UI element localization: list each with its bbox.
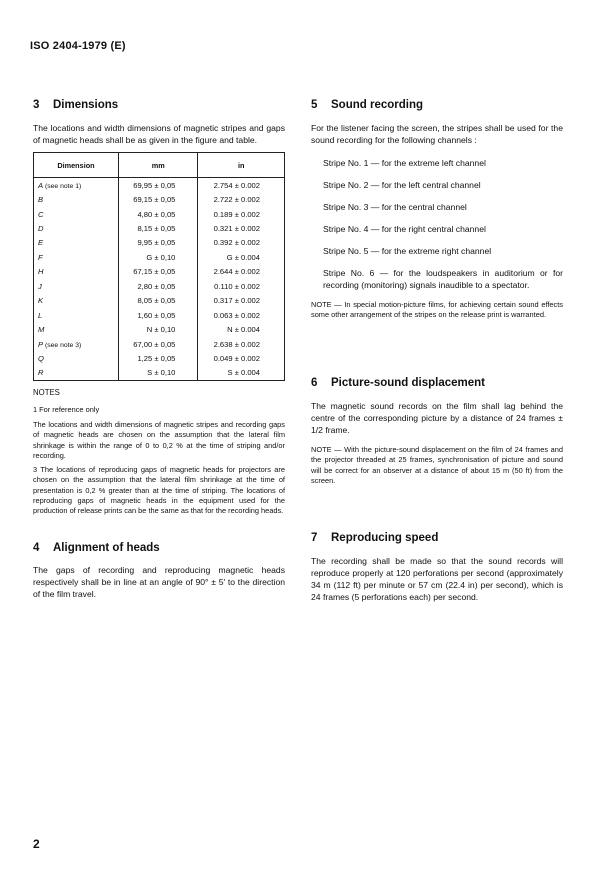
dimension-letter: R: [38, 368, 44, 378]
dimension-cell: [34, 308, 119, 322]
mm-cell: 1,25 ± 0,05: [119, 351, 198, 365]
table-row: [34, 178, 285, 193]
dimension-cell: [34, 265, 119, 279]
dimension-cell: [34, 366, 119, 381]
in-cell: S ± 0.004: [198, 366, 285, 381]
section-7-heading: 7 Reproducing speed: [311, 532, 439, 544]
dimension-letter: F: [38, 252, 43, 262]
section-6-note: NOTE — With the picture-sound displacement on the film of 24 frames and the projector threaded at 25 frames, synchronisation of picture and sound will be correct for an observer at a distance of about 15 m (50 ft) from the screen.: [311, 445, 563, 485]
section-7-text: The recording shall be made so that the sound records will reproduce properly at 120 perforations per second (approximately 34 m (112 ft) per minute or 57 cm (22.4 in) per second), which is 24 frames (5 perforations each) per second.: [311, 556, 563, 602]
table-row: [34, 366, 285, 381]
mm-cell: 1,60 ± 0,05: [119, 308, 198, 322]
mm-cell: 9,95 ± 0,05: [119, 236, 198, 250]
table-row: [34, 294, 285, 308]
table-row: [34, 192, 285, 206]
dimension-letter: C: [38, 209, 44, 219]
dimension-cell: [34, 337, 119, 351]
table-row: [34, 221, 285, 235]
in-cell: N ± 0.004: [198, 322, 285, 336]
table-header-dimension: Dimension: [34, 153, 119, 178]
in-cell: 0.063 ± 0.002: [198, 308, 285, 322]
mm-cell: N ± 0,10: [119, 322, 198, 336]
in-cell: 0.321 ± 0.002: [198, 221, 285, 235]
dimension-cell: [34, 322, 119, 336]
table-header-in: in: [198, 153, 285, 178]
table-row: [34, 351, 285, 365]
table-row: [34, 279, 285, 293]
table-row: [34, 308, 285, 322]
stripe-1: Stripe No. 1 — for the extreme left channel: [323, 158, 486, 168]
note-3: 3 The locations of reproducing gaps of magnetic heads for projectors are chosen on the assumption that the lateral film shrinkage at the time of presentation is 0,2 % greater than at the time of striping. The locations of reproducing gaps of magnetic heads in the equipment used for the production of release prints can be the same as that for the recording heads.: [33, 465, 285, 516]
in-cell: G ± 0.004: [198, 250, 285, 264]
dimension-cell: [34, 250, 119, 264]
in-cell: 0.049 ± 0.002: [198, 351, 285, 365]
in-cell: 2.644 ± 0.002: [198, 265, 285, 279]
dimension-note: (see note 1): [43, 182, 82, 190]
section-3-heading: 3 Dimensions: [33, 99, 119, 111]
dimension-letter: M: [38, 325, 45, 335]
stripe-6: Stripe No. 6 — for the loudspeakers in auditorium or for recording (monitoring) signals inaudible to a spectator.: [323, 268, 563, 290]
in-cell: 0.189 ± 0.002: [198, 207, 285, 221]
document-header: ISO 2404-1979 (E): [30, 40, 126, 52]
dimension-cell: [34, 351, 119, 365]
mm-cell: 4,80 ± 0,05: [119, 207, 198, 221]
dimensions-table: [33, 152, 285, 381]
dimension-letter: K: [38, 296, 44, 306]
dimension-cell: [34, 294, 119, 308]
in-cell: 0.110 ± 0.002: [198, 279, 285, 293]
table-row: [34, 337, 285, 351]
dimension-cell: [34, 221, 119, 235]
stripe-4: Stripe No. 4 — for the right central channel: [323, 224, 486, 234]
section-4-heading: 4 Alignment of heads: [33, 542, 160, 554]
dimension-cell: [34, 236, 119, 250]
dimension-cell: [34, 207, 119, 221]
mm-cell: G ± 0,10: [119, 250, 198, 264]
dimension-cell: [34, 192, 119, 206]
dimension-letter: B: [38, 195, 44, 205]
section-6-heading: 6 Picture-sound displacement: [311, 377, 486, 389]
table-header-mm: mm: [119, 153, 198, 178]
table-row: [34, 236, 285, 250]
stripe-2: Stripe No. 2 — for the left central channel: [323, 180, 481, 190]
section-6-text: The magnetic sound records on the film shall lag behind the centre of the corresponding picture by a distance of 24 frames ± 1/2 frame.: [311, 401, 563, 435]
table-row: [34, 250, 285, 264]
mm-cell: 67,15 ± 0,05: [119, 265, 198, 279]
section-5-intro: For the listener facing the screen, the stripes shall be used for the sound recording for the following channels :: [311, 123, 563, 145]
table-row: [34, 322, 285, 336]
mm-cell: 8,15 ± 0,05: [119, 221, 198, 235]
dimension-letter: E: [38, 238, 44, 248]
page-number: 2: [33, 837, 40, 851]
section-3-intro: The locations and width dimensions of magnetic stripes and gaps of magnetic heads shall be as given in the figure and table.: [33, 123, 285, 145]
dimension-letter: P: [38, 339, 44, 349]
dimension-letter: D: [38, 224, 44, 234]
table-row: [34, 207, 285, 221]
section-5-heading: 5 Sound recording: [311, 99, 423, 111]
dimension-cell: [34, 178, 119, 193]
section-4-text: The gaps of recording and reproducing magnetic heads respectively shall be in line at an angle of 90° ± 5′ to the direction of the film travel.: [33, 565, 285, 599]
dimension-letter: A: [38, 180, 44, 190]
mm-cell: S ± 0,10: [119, 366, 198, 381]
note-1: 1 For reference only: [33, 405, 100, 414]
dimension-letter: H: [38, 267, 44, 277]
mm-cell: 69,15 ± 0,05: [119, 192, 198, 206]
table-row: [34, 265, 285, 279]
note-2: The locations and width dimensions of magnetic stripes and recording gaps of magnetic heads are chosen on the assumption that the lateral film shrinkage is within the range of 0 to 0,2 % at the time of striping and/or recording.: [33, 420, 285, 460]
in-cell: 0.392 ± 0.002: [198, 236, 285, 250]
dimension-letter: L: [38, 310, 43, 320]
mm-cell: 2,80 ± 0,05: [119, 279, 198, 293]
mm-cell: 67,00 ± 0,05: [119, 337, 198, 351]
dimension-note: (see note 3): [43, 341, 82, 349]
dimension-cell: [34, 279, 119, 293]
section-5-note: NOTE — In special motion-picture films, for achieving certain sound effects some other arrangement of the stripes on the release print is warranted.: [311, 300, 563, 320]
mm-cell: 69,95 ± 0,05: [119, 178, 198, 193]
in-cell: 2.638 ± 0.002: [198, 337, 285, 351]
dimension-letter: J: [38, 281, 42, 291]
mm-cell: 8,05 ± 0,05: [119, 294, 198, 308]
stripe-5: Stripe No. 5 — for the extreme right channel: [323, 246, 492, 256]
notes-title: NOTES: [33, 388, 60, 397]
in-cell: 0.317 ± 0.002: [198, 294, 285, 308]
in-cell: 2.754 ± 0.002: [198, 178, 285, 193]
dimension-letter: Q: [38, 353, 44, 363]
in-cell: 2.722 ± 0.002: [198, 192, 285, 206]
stripe-3: Stripe No. 3 — for the central channel: [323, 202, 467, 212]
